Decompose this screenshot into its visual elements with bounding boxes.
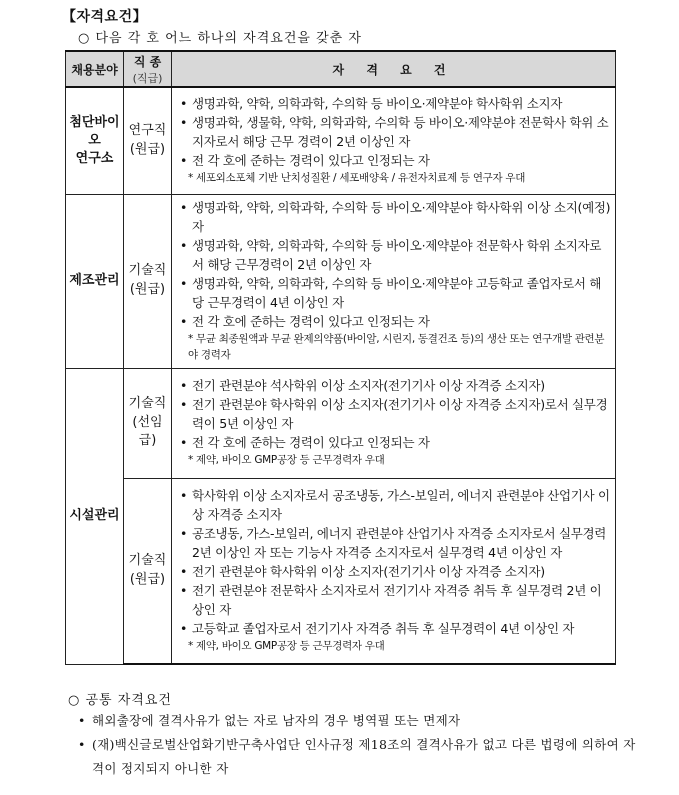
list-item: • 해외출장에 결격사유가 없는 자로 남자의 경우 병역필 또는 면제자 <box>78 709 638 733</box>
table-row <box>66 478 616 664</box>
table-row <box>66 368 616 478</box>
job-label: 기술직 (원급) <box>128 552 167 587</box>
header-field: 채용분야 <box>66 51 124 87</box>
list-item: • 공조냉동, 가스-보일러, 에너지 관련분야 산업기사 자격증 소지자로서 실무경력 2년 이상인 자 또는 기능사 자격증 소지자로서 실무경력 4년 이상인 자 <box>178 524 611 562</box>
field-label: 제조관리 <box>69 273 120 289</box>
list-item: • 학사학위 이상 소지자로서 공조냉동, 가스-보일러, 에너지 관련분야 산업기사 이상 자격증 소지자 <box>178 486 611 524</box>
page-title: 【자격요건】 <box>62 9 148 25</box>
common-requirements-heading: ○ 공통 자격요건 <box>68 693 172 708</box>
qualification-table <box>65 50 616 665</box>
list-item: • 고등학교 졸업자로서 전기기사 자격증 취득 후 실무경력이 4년 이상인 자 <box>178 619 611 638</box>
common-requirements-list <box>78 709 638 781</box>
list-item: • 생명과학, 약학, 의학과학, 수의학 등 바이오·제약분야 학사학위 이상 소지(예정)자 <box>178 198 611 236</box>
header-job-grade-label: (직급) <box>132 71 163 85</box>
job-cell <box>124 87 172 194</box>
field-cell <box>66 194 124 368</box>
field-cell <box>66 87 124 194</box>
header-job-type <box>124 51 172 87</box>
list-item: • 전 각 호에 준하는 경력이 있다고 인정되는 자 <box>178 151 611 170</box>
qualification-cell <box>172 87 616 194</box>
preference-note: * 제약, 바이오 GMP공장 등 근무경력자 우대 <box>188 639 385 652</box>
job-label: 기술직 (원급) <box>128 263 167 297</box>
list-item: • 전 각 호에 준하는 경력이 있다고 인정되는 자 <box>178 312 611 331</box>
intro-text: ○ 다음 각 호 어느 하나의 자격요건을 갖춘 자 <box>78 31 362 46</box>
list-item: • 전기 관련분야 석사학위 이상 소지자(전기기사 이상 자격증 소지자) <box>178 376 611 395</box>
list-item: • 생명과학, 생물학, 약학, 의학과학, 수의학 등 바이오·제약분야 전문학사 학위 소지자로서 해당 근무 경력이 2년 이상인 자 <box>178 113 611 151</box>
preference-note: * 무균 최종원액과 무균 완제의약품(바이알, 시린지, 동결건조 등)의 생산 또는 연구개발 관련분야 경력자 <box>188 332 605 361</box>
preference-note: * 제약, 바이오 GMP공장 등 근무경력자 우대 <box>188 454 385 466</box>
job-cell <box>124 368 172 478</box>
list-item: • 생명과학, 약학, 의학과학, 수의학 등 바이오·제약분야 전문학사 학위 소지자로서 해당 근무경력이 2년 이상인 자 <box>178 236 611 274</box>
header-job-type-label: 직 종 <box>133 54 162 69</box>
field-label: 시설관리 <box>69 508 120 524</box>
preference-note: * 세포외소포체 기반 난치성질환 / 세포배양육 / 유전자치료제 등 연구자 우대 <box>188 171 526 184</box>
job-label: 기술직 (선임급) <box>128 395 167 449</box>
header-qualification: 자 격 요 건 <box>172 51 616 87</box>
list-item: • 전기 관련분야 학사학위 이상 소지자(전기기사 이상 자격증 소지자)로서 실무경력이 5년 이상인 자 <box>178 395 611 433</box>
list-item: • (재)백신글로벌산업화기반구축사업단 인사규정 제18조의 결격사유가 없고 다른 법령에 의하여 자격이 정지되지 아니한 자 <box>78 733 638 781</box>
job-cell <box>124 194 172 368</box>
job-cell <box>124 478 172 664</box>
qualification-cell <box>172 368 616 478</box>
list-item: • 전기 관련분야 학사학위 이상 소지자(전기기사 이상 자격증 소지자) <box>178 562 611 581</box>
field-cell <box>66 368 124 664</box>
field-label: 첨단바이오 연구소 <box>69 115 120 166</box>
table-row <box>66 87 616 194</box>
list-item: • 생명과학, 약학, 의학과학, 수의학 등 바이오·제약분야 학사학위 소지자 <box>178 94 611 113</box>
list-item: • 전기 관련분야 전문학사 소지자로서 전기기사 자격증 취득 후 실무경력 2년 이상인 자 <box>178 581 611 619</box>
table-row <box>66 194 616 368</box>
qualification-cell <box>172 478 616 664</box>
list-item: • 전 각 호에 준하는 경력이 있다고 인정되는 자 <box>178 433 611 452</box>
qualification-cell <box>172 194 616 368</box>
list-item: • 생명과학, 약학, 의학과학, 수의학 등 바이오·제약분야 고등학교 졸업자로서 해당 근무경력이 4년 이상인 자 <box>178 274 611 312</box>
job-label: 연구직 (원급) <box>128 122 167 157</box>
